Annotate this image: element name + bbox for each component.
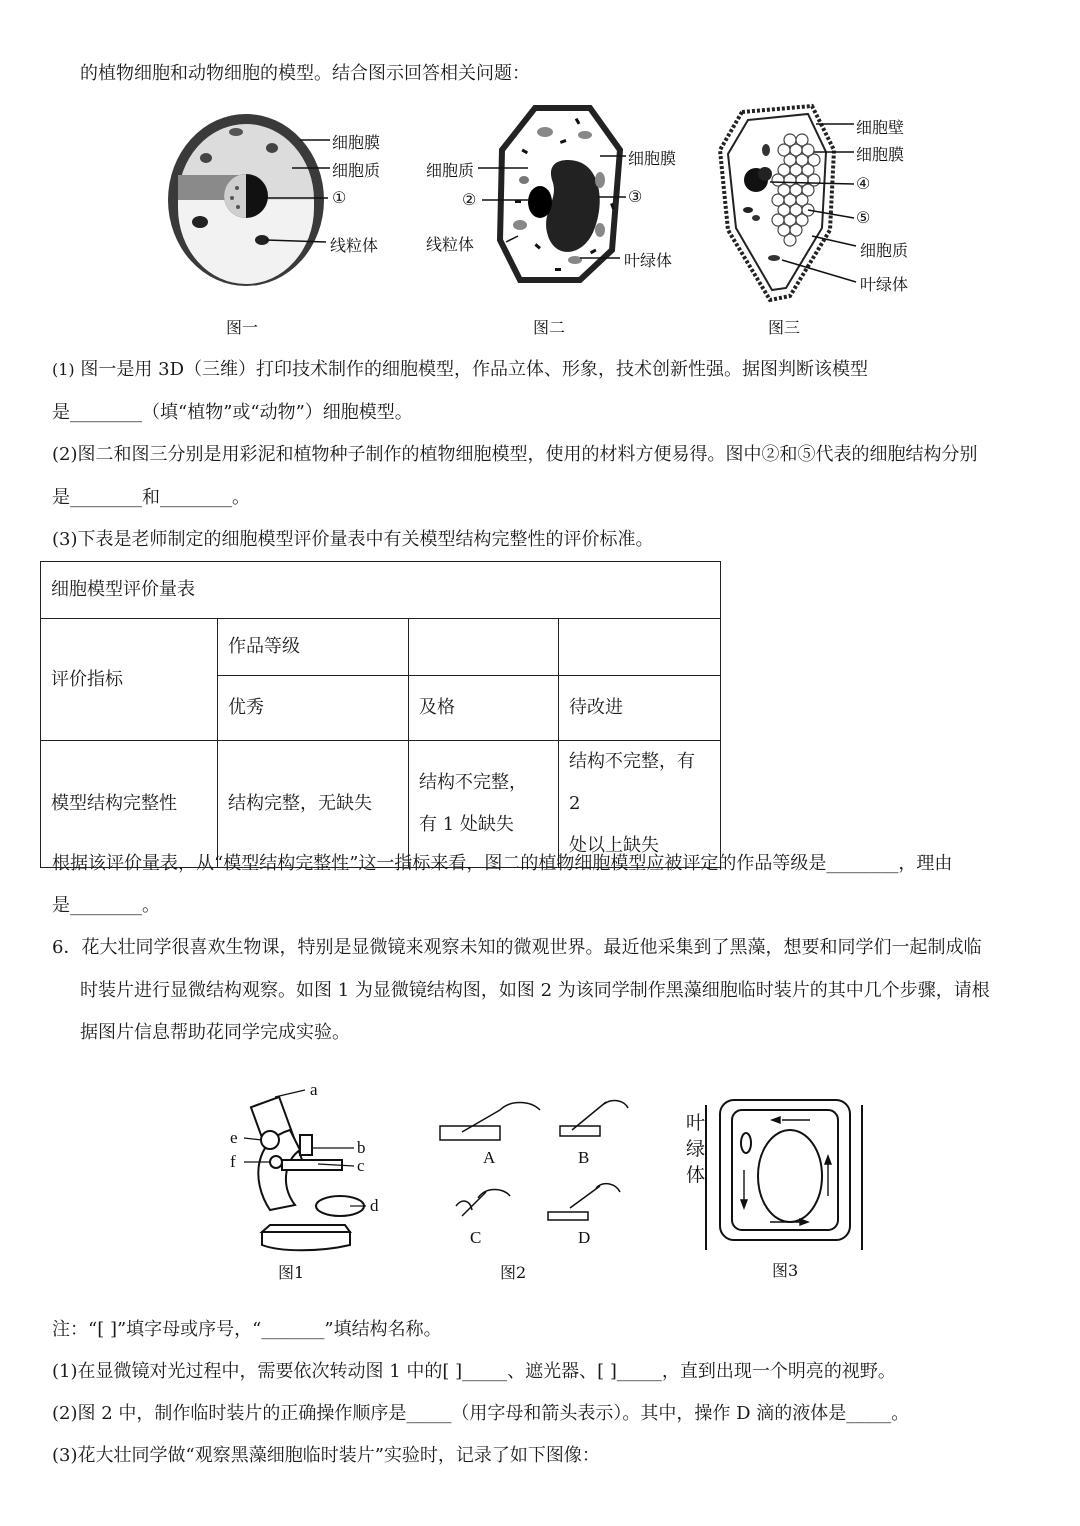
- fig3-label-wall: 细胞壁: [856, 118, 905, 137]
- after-table-line1: 根据该评价量表，从“模型结构完整性”这一指标来看，图二的植物细胞模型应被评定的作品等级是________，理由: [52, 853, 953, 874]
- q6-line3: 据图片信息帮助花同学完成实验。: [80, 1022, 350, 1043]
- fig2-caption: 图二: [533, 318, 566, 337]
- step-letter-b: B: [578, 1148, 590, 1167]
- figure-1-caption: 图1: [278, 1263, 305, 1282]
- step-letter-c: C: [470, 1228, 482, 1247]
- q2-line1: (2)图二和图三分别是用彩泥和植物种子制作的植物细胞模型，使用的材料方便易得。图中②和⑤代表的细胞结构分别: [52, 444, 978, 465]
- intro-text: 的植物细胞和动物细胞的模型。结合图示回答相关问题：: [80, 63, 530, 84]
- table-cell-pass-line2: 有 1 处缺失: [419, 814, 514, 835]
- fig3-caption: 图三: [768, 318, 801, 337]
- fig2-label-cytoplasm: 细胞质: [426, 161, 475, 180]
- q1-line1-text: 图一是用 3D（三维）打印技术制作的细胞模型，作品立体、形象，技术创新性强。据图判断该模型: [80, 359, 869, 380]
- table-grade-pass: 及格: [409, 676, 559, 741]
- table-grade-excellent: 优秀: [218, 676, 409, 741]
- fig3-label-membrane: 细胞膜: [856, 145, 905, 164]
- fig2-label-membrane: 细胞膜: [628, 149, 677, 168]
- q6-line2: 时装片进行显微结构观察。如图 1 为显微镜结构图，如图 2 为该同学制作黑藻细胞临时装片的其中几个步骤，请根: [80, 980, 990, 1001]
- micro-letter-e: e: [230, 1128, 238, 1147]
- micro-letter-a: a: [310, 1080, 318, 1099]
- fig2-label-chloroplast: 叶绿体: [624, 251, 673, 270]
- figure-2-caption: 图2: [500, 1263, 527, 1282]
- fig1-caption: 图一: [226, 318, 259, 337]
- micro-letter-f: f: [230, 1152, 236, 1171]
- table-grade-header: 作品等级: [218, 619, 409, 676]
- sub2-text: (2)图 2 中，制作临时装片的正确操作顺序是_____（用字母和箭头表示）。其中，操作 D 滴的液体是_____。: [52, 1403, 910, 1424]
- table-grade-improve: 待改进: [559, 676, 721, 741]
- note-text: 注：“[ ]”填字母或序号，“_______”填结构名称。: [52, 1319, 442, 1340]
- fig1-label-mitochondria: 线粒体: [330, 236, 379, 255]
- micro-letter-d: d: [370, 1196, 379, 1215]
- figure-3-caption: 图3: [772, 1261, 799, 1280]
- q3-line1: (3)下表是老师制定的细胞模型评价量表中有关模型结构完整性的评价标准。: [52, 529, 654, 550]
- table-cell-improve-line1: 结构不完整，有 2: [569, 751, 695, 814]
- micro-letter-b: b: [357, 1138, 366, 1157]
- q2-line2: 是________和________。: [52, 487, 250, 508]
- fig1-label-cytoplasm: 细胞质: [332, 161, 381, 180]
- table-title: 细胞模型评价量表: [41, 562, 721, 619]
- sub1-text: (1)在显微镜对光过程中，需要依次转动图 1 中的[ ]_____、遮光器、[ ]_____，直到出现一个明亮的视野。: [52, 1361, 896, 1382]
- fig3-label-4: ④: [856, 174, 871, 193]
- sub3-text: (3)花大壮同学做“观察黑藻细胞临时装片”实验时，记录了如下图像：: [52, 1445, 600, 1466]
- fig3-label-5: ⑤: [856, 208, 871, 227]
- fig2-label-mitochondria: 线粒体: [426, 235, 475, 254]
- table-cell-improve-line2: 处以上缺失: [569, 835, 659, 856]
- table-cell-pass-line1: 结构不完整，: [419, 772, 527, 793]
- table-row-label: 模型结构完整性: [41, 741, 218, 868]
- fig1-label-1: ①: [332, 188, 347, 207]
- fig3-label-chloroplast: 叶绿体: [860, 275, 909, 294]
- fig2-label-2: ②: [462, 190, 477, 209]
- table-cell-excellent: 结构完整，无缺失: [218, 741, 409, 868]
- table-indicator-header: 评价指标: [41, 619, 218, 741]
- fig1-label-membrane: 细胞膜: [332, 133, 381, 152]
- after-table-line2: 是________。: [52, 895, 160, 916]
- micro-letter-c: c: [357, 1156, 365, 1175]
- fig3-label-cytoplasm: 细胞质: [860, 241, 909, 260]
- q6-line1: 6．花大壮同学很喜欢生物课，特别是显微镜来观察未知的微观世界。最近他采集到了黑藻，想要和同学们一起制成临: [52, 937, 982, 958]
- cell3-label-chloroplast: 叶绿体: [686, 1112, 706, 1186]
- q1-number: (1): [52, 360, 75, 379]
- q1-line2: 是________（填“植物”或“动物”）细胞模型。: [52, 402, 413, 423]
- step-letter-a: A: [483, 1148, 496, 1167]
- step-letter-d: D: [578, 1228, 591, 1247]
- fig2-label-3: ③: [628, 187, 643, 206]
